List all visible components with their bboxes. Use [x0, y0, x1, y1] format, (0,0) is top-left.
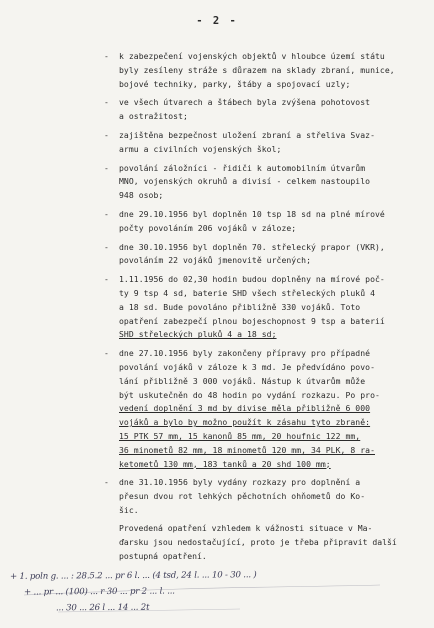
text-line: ty 9 tsp 4 sd, baterie SHD všech střeleckých pluků 4	[119, 287, 375, 298]
bullet-dash: -	[104, 51, 109, 61]
text-line: povoláním 22 vojáků jmenovitě určených;	[119, 255, 311, 266]
text-line-underlined: 36 minometů 82 mm, 18 minometů 120 mm, 34 PLK, 8 ra-	[119, 444, 375, 455]
bullet-dash: -	[104, 208, 109, 219]
text-line: být uskutečněn do 48 hodin po vydání rozkazu. Po pro-	[119, 389, 380, 400]
text-line-underlined: SHD střeleckých pluků 4 a 18 sd;	[119, 329, 277, 340]
handwritten-note-line: + ... pr ... (100) ... r 30 ... pr 2 ... l. ...	[23, 586, 175, 598]
bullet-dash: -	[104, 348, 109, 359]
text-line: ve všech útvarech a štábech byla zvýšena pohotovost	[119, 97, 371, 108]
text-line: přesun dvou rot lehkých pěchotních ohňometů do Ko-	[119, 491, 366, 502]
bullet-dash: -	[104, 274, 109, 285]
list-item	[104, 50, 408, 91]
text-line: a 18 sd. Bude povoláno přibližně 330 vojáků. Toto	[119, 301, 361, 312]
text-line: dne 30.10.1956 byl doplněn 70. střelecký prapor (VKR),	[119, 241, 385, 252]
text-line: a ostražitost;	[119, 111, 188, 122]
text-line: dne 27.10.1956 byly zakončeny přípravy pro případné	[119, 348, 371, 359]
text-line: k zabezpečení vojenských objektů v hloubce území státu	[119, 51, 385, 61]
page-number: - 2 -	[196, 15, 238, 27]
handwritten-note-line: ... 30 ... 26 l ... 14 ... 2t	[55, 602, 150, 614]
text-line: počty povoláním 206 vojáků v záloze;	[119, 222, 297, 233]
text-line: lání přibližně 3 000 vojáků. Nástup k útvarům může	[119, 375, 366, 386]
list-item	[104, 476, 408, 517]
list-item	[104, 208, 408, 236]
text-line-underlined: vojáků a bylo by možno použít k zásahu tyto zbraně:	[119, 417, 371, 428]
text-line: opatření zabezpečí plnou bojeschopnost 9 tsp a baterií	[119, 315, 385, 326]
list-item	[104, 129, 408, 157]
bullet-dash: -	[104, 162, 109, 173]
text-line: byly zesíleny stráže s důrazem na sklady zbraní, munice,	[119, 64, 395, 75]
bullet-dash: -	[104, 241, 109, 252]
handwritten-note-line: + 1. poln g. ... : 28.5.2 ... pr 6 l. ... (4 tsd, 24 l. ... 10 - 30 ... )	[9, 570, 257, 582]
text-line-underlined: vedení doplnění 3 md by divise měla přibližně 6 000	[119, 403, 371, 414]
list-item	[104, 347, 408, 471]
text-line: ďarsku jsou nedostačující, proto je třeba připravit další	[119, 536, 397, 547]
text-line: dne 31.10.1956 byly vydány rozkazy pro doplnění a	[119, 477, 361, 488]
text-line: 948 osob;	[119, 190, 164, 201]
text-line: bojové techniky, parky, štáby a spojovací uzly;	[119, 78, 351, 89]
text-line-underlined: ketometů 130 mm, 183 tanků a 20 shd 100 mm;	[119, 458, 331, 469]
text-line: armu a civilních vojenských škol;	[119, 143, 282, 154]
closing-paragraph	[119, 522, 419, 563]
text-line: zajištěna bezpečnost uložení zbraní a střeliva Svaz-	[119, 129, 375, 140]
bullet-dash: -	[104, 477, 109, 488]
list-item	[104, 162, 408, 203]
text-line: MNO, vojenských okruhů a divisí - celkem nastoupilo	[119, 176, 371, 187]
text-line: postupná opatření.	[119, 550, 207, 561]
list-item	[104, 96, 408, 124]
text-line: šic.	[119, 504, 139, 515]
handwritten-notes	[0, 567, 434, 628]
text-line: 1.11.1956 do 02,30 hodin budou doplněny na mírové poč-	[119, 274, 385, 285]
text-line-underlined: 15 PTK 57 mm, 15 kanonů 85 mm, 20 houfnic 122 mm,	[119, 430, 361, 441]
bullet-dash: -	[104, 97, 109, 108]
text-line: Provedená opatření vzhledem k vážnosti situace v Ma-	[119, 523, 373, 533]
list-item	[104, 241, 408, 269]
text-line: dne 29.10.1956 byl doplněn 10 tsp 18 sd na plné mírové	[119, 208, 385, 219]
measures-list	[104, 50, 408, 523]
text-line: povolání vojáků v záloze k 3 md. Je předvídáno povo-	[119, 361, 375, 372]
text-line: povolání záložníci - řidiči k automobilním útvarům	[119, 162, 366, 173]
bullet-dash: -	[104, 129, 109, 140]
list-item	[104, 273, 408, 342]
